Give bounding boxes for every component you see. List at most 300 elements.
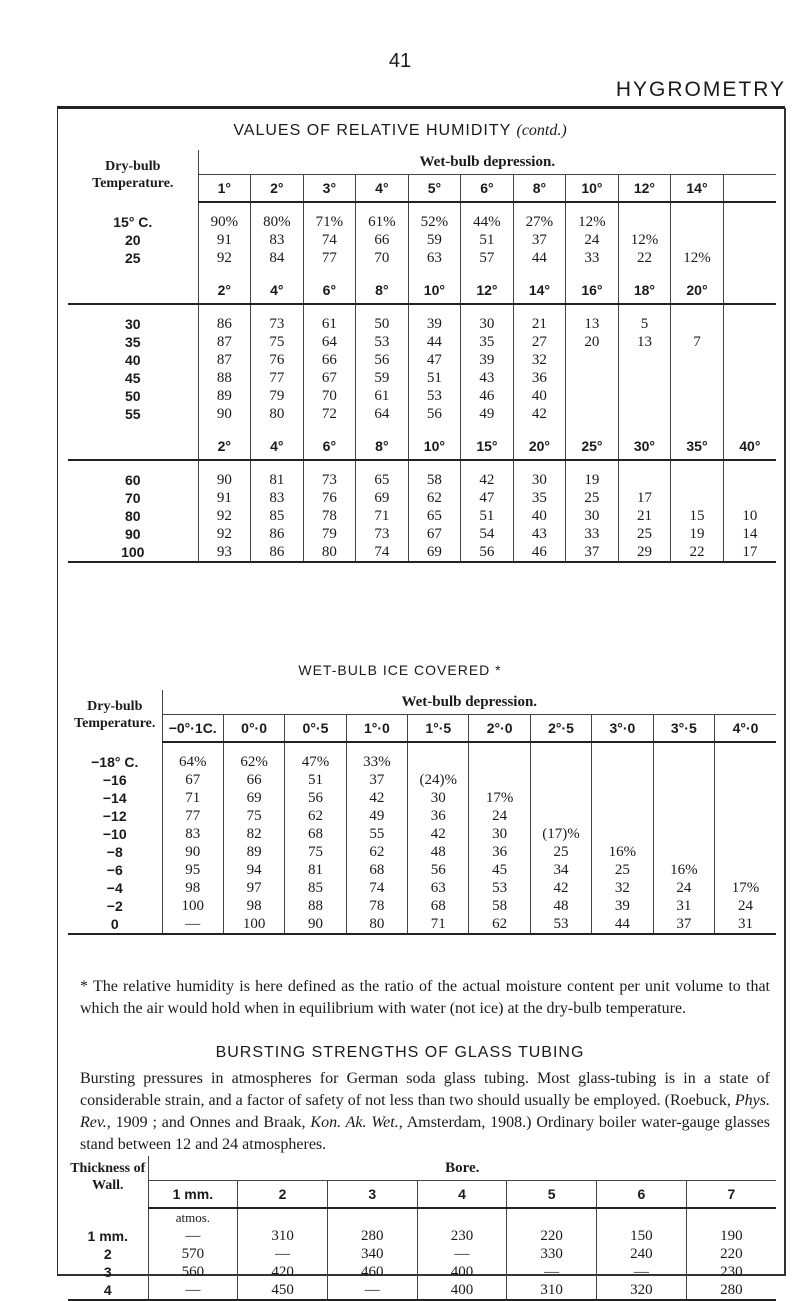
table2-cell: 62: [346, 843, 407, 861]
table2-cell: 16%: [592, 843, 653, 861]
table2-cell: [653, 843, 714, 861]
running-head: HYGROMETRY: [615, 78, 786, 101]
table2-cell: 64%: [178, 754, 207, 770]
table1-cell: 92: [216, 250, 232, 266]
table2-row: [68, 789, 776, 807]
table1-spacer-row: [68, 202, 776, 213]
table1-column-header: 6°: [303, 433, 356, 460]
table2-cell: 71: [408, 915, 469, 934]
table1-row-label: 35: [68, 333, 198, 351]
table3-row-label: 3: [68, 1263, 148, 1281]
table2-cell: [653, 753, 714, 771]
table1-cell: 25: [566, 489, 619, 507]
table2-column-header: 0°·0: [223, 715, 284, 743]
table1-row-label: 100: [68, 543, 198, 562]
table2-cell: [469, 771, 530, 789]
table2-cell: 75: [223, 807, 284, 825]
table2-cell: [653, 825, 714, 843]
table1-row: [68, 249, 776, 267]
table1-spacer-cell: [198, 267, 251, 277]
table1-row: [68, 213, 776, 231]
table3-row: [68, 1263, 776, 1281]
table2-column-header: 0°·5: [285, 715, 346, 743]
table1-cell: [723, 471, 776, 489]
table2-cell: 48: [530, 897, 591, 915]
table1-spacer-cell: [723, 202, 776, 213]
section2-title: BURSTING STRENGTHS OF GLASS TUBING: [215, 1044, 585, 1061]
table1-spacer-cell: [566, 304, 619, 315]
table3-cell: 420: [238, 1263, 328, 1281]
table1-cell: 77: [251, 369, 304, 387]
table1-cell: 51: [461, 507, 514, 525]
table1-spacer-cell: [251, 304, 304, 315]
table1-cell: 61: [356, 387, 409, 405]
table2-spacer-row: [68, 742, 776, 753]
table1-spacer-cell: [513, 267, 566, 277]
table1-cell: 43: [513, 525, 566, 543]
table1-spacer-cell: [303, 304, 356, 315]
table1-spacer-cell: [618, 423, 671, 433]
table1-cell: 77: [303, 249, 356, 267]
table1-cell: 47: [408, 351, 461, 369]
table3-cell: —: [327, 1281, 417, 1300]
table1-row-label: 15° C.: [68, 213, 198, 231]
table2-cell: [715, 771, 776, 789]
table3-cell: 240: [597, 1245, 687, 1263]
table2-cell: 53: [469, 879, 530, 897]
table1-cell: 30: [513, 471, 566, 489]
table2-row: [68, 771, 776, 789]
table1-spacer-cell: [566, 423, 619, 433]
table3-cell: 560: [181, 1264, 205, 1280]
table2-cell: 98: [185, 880, 201, 896]
table1-column-header: 2°: [198, 433, 251, 460]
table1-column-header: [723, 175, 776, 203]
table1-row: [68, 489, 776, 507]
table1-cell: 76: [303, 489, 356, 507]
table1-cell: 30: [566, 507, 619, 525]
table1-cell: 56: [408, 405, 461, 423]
table1-cell: 49: [461, 405, 514, 423]
table1-cell: 37: [513, 231, 566, 249]
table2-row: [68, 861, 776, 879]
table1-row-label: 90: [68, 525, 198, 543]
table1-cell: 73: [251, 315, 304, 333]
table1-cell: 42: [513, 405, 566, 423]
table1-cell: [671, 489, 724, 507]
table3-cell: 400: [417, 1263, 507, 1281]
table1-cell: 78: [303, 507, 356, 525]
table3-group-header: Bore.: [148, 1156, 776, 1181]
table2-column-header: 3°·0: [592, 715, 653, 743]
table1-column-header: 4°: [251, 277, 304, 304]
table1-stub-header: Dry-bulb Temperature.: [68, 150, 198, 202]
table1-cell: 64: [303, 333, 356, 351]
table2-cell: 17%: [469, 789, 530, 807]
table1-cell: [723, 489, 776, 507]
table3-column-header: 7: [686, 1181, 776, 1209]
table1-cell: [723, 405, 776, 423]
table3-units-cell: [686, 1208, 776, 1227]
table1-spacer-cell: [513, 202, 566, 213]
table1-spacer-cell: [671, 460, 724, 471]
table1-cell: 42: [461, 471, 514, 489]
table1-cell: 71: [356, 507, 409, 525]
table1-column-header: 15°: [461, 433, 514, 460]
table1-spacer-row: [68, 460, 776, 471]
table1-spacer-cell: [723, 423, 776, 433]
table2-cell: 42: [346, 789, 407, 807]
table3-column-header: 2: [238, 1181, 328, 1209]
table1-spacer-row: [68, 267, 776, 277]
table2-row-label: −18° C.: [68, 753, 162, 771]
table3-cell: —: [507, 1263, 597, 1281]
table1-cell: [723, 249, 776, 267]
table1-column-header: 12°: [618, 175, 671, 203]
table2-cell: 25: [592, 861, 653, 879]
table2-cell: 62: [285, 807, 346, 825]
table1-spacer-cell: [251, 423, 304, 433]
table1-cell: 69: [408, 543, 461, 562]
table1-cell: 93: [198, 543, 251, 562]
table1-cell: 91: [216, 232, 232, 248]
table2-cell: 100: [181, 898, 204, 914]
table1-row: [68, 315, 776, 333]
table1-spacer-cell: [618, 202, 671, 213]
table3-units-note: atmos.: [175, 1210, 211, 1225]
table2-cell: (17)%: [530, 825, 591, 843]
table1-spacer-cell: [671, 267, 724, 277]
table2-cell: 63: [408, 879, 469, 897]
table2-cell: [653, 771, 714, 789]
table2-spacer-cell: [408, 742, 469, 753]
table2-cell: [530, 753, 591, 771]
glass-tubing-table: [68, 1156, 776, 1301]
table1-cell: 12%: [566, 213, 619, 231]
table1-row: [68, 543, 776, 562]
table1-column-header: 6°: [461, 175, 514, 203]
table2-cell: [592, 807, 653, 825]
table2-cell: 80: [346, 915, 407, 934]
table2-cell: 78: [346, 897, 407, 915]
table1-spacer-cell: [198, 304, 251, 315]
table1-cell: 59: [408, 231, 461, 249]
table1-cell: 58: [408, 471, 461, 489]
footnote: * The relative humidity is here defined as the ratio of the actual moisture content per unit volume to that which the air would hold when in equilibrium with water (not ice) at the dry-bulb temperature.: [80, 978, 770, 1017]
table1-column-header: 10°: [566, 175, 619, 203]
table1-cell: 66: [303, 351, 356, 369]
table1-cell: 66: [356, 231, 409, 249]
table1-cell: [671, 231, 724, 249]
table1-cell: [618, 213, 671, 231]
table1-column-header: 4°: [251, 433, 304, 460]
table3-units-cell: [238, 1208, 328, 1227]
table1-cell: 37: [566, 543, 619, 562]
table1-column-header: 35°: [671, 433, 724, 460]
table3-cell: 230: [686, 1263, 776, 1281]
table1-row-label: 30: [68, 315, 198, 333]
table1-cell: 50: [356, 315, 409, 333]
table3-units-row: [68, 1208, 776, 1227]
table2-cell: 62: [469, 915, 530, 934]
table1-row: [68, 333, 776, 351]
table1-cell: [618, 369, 671, 387]
table2-cell: 67: [185, 772, 201, 788]
table2-row-label: −16: [68, 771, 162, 789]
table1-column-header: 6°: [303, 277, 356, 304]
table3-cell: 330: [507, 1245, 597, 1263]
table3-units-cell: [507, 1208, 597, 1227]
table1-spacer-cell: [303, 460, 356, 471]
table1-cell: 85: [251, 507, 304, 525]
table2-cell: 68: [346, 861, 407, 879]
table2-cell: 94: [223, 861, 284, 879]
table1-group-header: Wet-bulb depression.: [198, 150, 776, 175]
table1-row: [68, 387, 776, 405]
table1-spacer-cell: [566, 202, 619, 213]
table1-spacer-cell: [356, 267, 409, 277]
table1-cell: 15: [671, 507, 724, 525]
table2-cell: 42: [530, 879, 591, 897]
table3-column-header: 5: [507, 1181, 597, 1209]
table3-cell: —: [148, 1281, 238, 1300]
table1-cell: 83: [251, 489, 304, 507]
table1-cell: 70: [303, 387, 356, 405]
table3-cell: 280: [686, 1281, 776, 1300]
table2-column-header: −0°·1C.: [162, 715, 223, 743]
table1-spacer-cell: [356, 304, 409, 315]
table1-cell: [671, 351, 724, 369]
table2-group-header: Wet-bulb depression.: [162, 690, 776, 715]
table1-cell: 44: [408, 333, 461, 351]
table2-cell: 36: [408, 807, 469, 825]
table3-cell: 220: [507, 1227, 597, 1245]
table2-cell: 24: [715, 897, 776, 915]
table2-column-header: 3°·5: [653, 715, 714, 743]
table1-cell: 65: [408, 507, 461, 525]
table3-row-label: 2: [68, 1245, 148, 1263]
table1-cell: 71%: [303, 213, 356, 231]
table3-row-label: 4: [68, 1281, 148, 1300]
table2-cell: [592, 753, 653, 771]
table2-row: [68, 843, 776, 861]
table1-column-header: 16°: [566, 277, 619, 304]
table1-cell: 51: [461, 231, 514, 249]
table2-column-header: 2°·0: [469, 715, 530, 743]
table1-stub-spacer: [68, 277, 198, 304]
table2-row: [68, 753, 776, 771]
table2-cell: [715, 861, 776, 879]
table1-spacer-cell: [251, 202, 304, 213]
table1-cell: 53: [356, 333, 409, 351]
table3-cell: 150: [597, 1227, 687, 1245]
table1-cell: [618, 405, 671, 423]
table2-cell: 75: [285, 843, 346, 861]
table1-cell: 14: [723, 525, 776, 543]
table1-cell: [566, 369, 619, 387]
table1-spacer-cell: [303, 267, 356, 277]
table1-cell: [723, 315, 776, 333]
table1-cell: 75: [251, 333, 304, 351]
table1-row-label: 25: [68, 249, 198, 267]
table2-row: [68, 807, 776, 825]
table2-cell: 90: [285, 915, 346, 934]
table3-row: [68, 1227, 776, 1245]
table1-cell: 21: [618, 507, 671, 525]
table1-cell: [671, 387, 724, 405]
table1-cell: 59: [356, 369, 409, 387]
table1-cell: 86: [251, 543, 304, 562]
table1-cell: 73: [356, 525, 409, 543]
table1-cell: 92: [216, 508, 232, 524]
table1-cell: 92: [216, 526, 232, 542]
table1-cell: 40: [513, 507, 566, 525]
table2-row: [68, 879, 776, 897]
table1-row: [68, 525, 776, 543]
table1-cell: 91: [216, 490, 232, 506]
table2-cell: 51: [285, 771, 346, 789]
table1-cell: 24: [566, 231, 619, 249]
table2-cell: 66: [223, 771, 284, 789]
table3-cell: 450: [238, 1281, 328, 1300]
table2-cell: [592, 771, 653, 789]
table1-spacer-cell: [408, 267, 461, 277]
table2-cell: 74: [346, 879, 407, 897]
table1-cell: [723, 351, 776, 369]
table1-column-header: 8°: [513, 175, 566, 203]
table1-cell: 90: [216, 472, 232, 488]
table2-row: [68, 915, 776, 934]
table2-cell: 89: [223, 843, 284, 861]
table1-cell: [671, 369, 724, 387]
table1-cell: 84: [251, 249, 304, 267]
table1-cell: 89: [216, 388, 232, 404]
table1-cell: 81: [251, 471, 304, 489]
table1-row: [68, 471, 776, 489]
table1-cell: 7: [671, 333, 724, 351]
table2-spacer-cell: [162, 742, 223, 753]
table2-cell: 62%: [223, 753, 284, 771]
table1-cell: 61: [303, 315, 356, 333]
table1-spacer-cell: [513, 460, 566, 471]
table1-cell: [723, 231, 776, 249]
table1-spacer-cell: [408, 460, 461, 471]
table1-cell: 52%: [408, 213, 461, 231]
table2-column-header: 4°·0: [715, 715, 776, 743]
table2-cell: 42: [408, 825, 469, 843]
table2-spacer-cell: [530, 742, 591, 753]
table1-cell: 46: [513, 543, 566, 562]
table3-cell: —: [417, 1245, 507, 1263]
table2-cell: 45: [469, 861, 530, 879]
table3-cell: 230: [417, 1227, 507, 1245]
table1-spacer-stub: [68, 304, 198, 315]
table1-column-header: [723, 277, 776, 304]
table2-row-label: −10: [68, 825, 162, 843]
table1-row-label: 60: [68, 471, 198, 489]
table1-spacer-cell: [251, 460, 304, 471]
table1-cell: 63: [408, 249, 461, 267]
table1-cell: 10: [723, 507, 776, 525]
table1-spacer-cell: [671, 304, 724, 315]
table3-column-header: 1 mm.: [148, 1181, 238, 1209]
table1-spacer-cell: [723, 304, 776, 315]
table1-spacer-cell: [198, 460, 251, 471]
table3-cell: —: [597, 1263, 687, 1281]
table1-cell: 40: [513, 387, 566, 405]
table2-cell: 81: [285, 861, 346, 879]
table1-cell: 56: [461, 543, 514, 562]
table1-row: [68, 507, 776, 525]
table3-column-header: 6: [597, 1181, 687, 1209]
table1-cell: 90%: [210, 214, 239, 230]
table1-cell: 47: [461, 489, 514, 507]
table2-cell: 39: [592, 897, 653, 915]
table2-cell: 88: [285, 897, 346, 915]
table1-row-label: 20: [68, 231, 198, 249]
table1-cell: 13: [566, 315, 619, 333]
table2-cell: 24: [653, 879, 714, 897]
table1-column-header: 8°: [356, 277, 409, 304]
table1-column-header: 10°: [408, 433, 461, 460]
table2-cell: [592, 825, 653, 843]
table2-title: WET-BULB ICE COVERED *: [298, 662, 502, 678]
table2-cell: [715, 825, 776, 843]
table1-cell: 83: [251, 231, 304, 249]
table2-cell: 47%: [285, 753, 346, 771]
table2-spacer-cell: [469, 742, 530, 753]
table1-cell: 74: [356, 543, 409, 562]
table2-row-label: 0: [68, 915, 162, 934]
table1-title-suffix: (contd.): [516, 122, 567, 139]
table1-spacer-cell: [303, 202, 356, 213]
table1-spacer-cell: [461, 423, 514, 433]
table1-cell: 67: [408, 525, 461, 543]
table2-spacer-cell: [653, 742, 714, 753]
table2-row-label: −6: [68, 861, 162, 879]
table1-cell: 17: [723, 543, 776, 562]
table1-column-header: 1°: [198, 175, 251, 203]
table1-cell: 27: [513, 333, 566, 351]
table3-cell: 190: [686, 1227, 776, 1245]
table1-cell: 21: [513, 315, 566, 333]
table1-row: [68, 369, 776, 387]
table1-spacer-stub: [68, 267, 198, 277]
table1-cell: 69: [356, 489, 409, 507]
table1-spacer-cell: [461, 202, 514, 213]
table1-spacer-cell: [198, 202, 251, 213]
table1-row: [68, 405, 776, 423]
table3-row-label: 1 mm.: [68, 1227, 148, 1245]
table2-cell: [530, 789, 591, 807]
table1-stub-spacer: [68, 433, 198, 460]
table1-cell: [723, 369, 776, 387]
table1-spacer-cell: [723, 460, 776, 471]
table3-cell: 310: [507, 1281, 597, 1300]
table2-cell: 55: [346, 825, 407, 843]
table1-cell: 51: [408, 369, 461, 387]
table2-cell: 77: [185, 808, 201, 824]
table1-cell: 80%: [251, 213, 304, 231]
table1-cell: 73: [303, 471, 356, 489]
table2-cell: 36: [469, 843, 530, 861]
table2-cell: [530, 807, 591, 825]
table1-spacer-cell: [618, 304, 671, 315]
table3-cell: —: [185, 1228, 201, 1244]
section2-paragraph: Bursting pressures in atmospheres for German soda glass tubing. Most glass-tubing is in a state of considerable strain, and a factor of safety of not less than two should usually be employed. (Roebuck, Phys. Rev., 1909 ; and Onnes and Braak, Kon. Ak. Wet., Amsterdam, 1908.) Ordinary boiler water-gauge glasses stand between 12 and 24 atmospheres.: [80, 1070, 770, 1153]
table2-spacer-cell: [223, 742, 284, 753]
table1-cell: 72: [303, 405, 356, 423]
